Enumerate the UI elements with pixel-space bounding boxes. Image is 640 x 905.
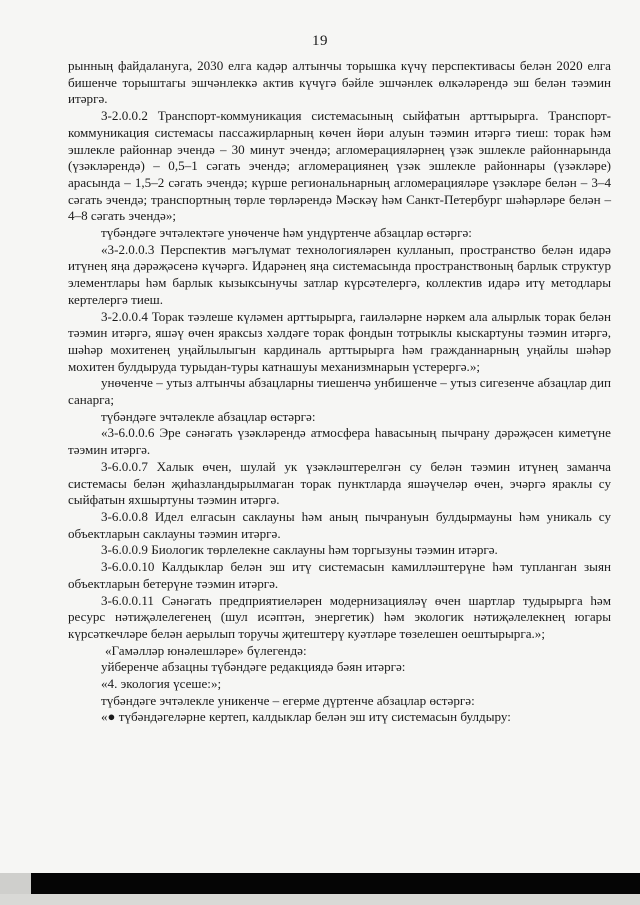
document-body bbox=[68, 58, 611, 726]
paragraph: 3-6.0.0.11 Сәнәгать предприятиеләрен модернизацияләү өчен шартлар тудырырга һәм ресурс нәтиҗәлелегенең (шул исәптән, энергетик) һәм экологик нәтиҗәлелекнең югары күрсәткечләре белән аерылып торучы җитештерү куәтләре төзелешен оештырырга.»; bbox=[68, 592, 611, 641]
paragraph: «4. экология үсеше:»; bbox=[101, 676, 222, 692]
paragraph: 3-2.0.0.2 Транспорт-коммуникация системасының сыйфатын арттырырга. Транспорт-коммуникация системасы пассажирларның көчен йөри алуын тәэмин итәргә тиеш: торак һәм эшлекле районнар эчендә – 30 минут эчендә; агломерацияләрнең үзәк эшлекле районнарында (үзәкләрендә) – 0,5–1 сәгать эчендә; агломерациянең үзәк эшлекле районнары (үзәкләре) арасында – 1,5–2 сәгать эчендә; күрше региональнарның агломерацияләре үзәкләре белән – 3–4 сәгать эчендә; транспортның төрле төрләрендә Мәскәү һәм Санкт-Петербург шәһәрләре белән – 4–8 сәгать эчендә»; bbox=[68, 108, 611, 224]
scan-margin bbox=[0, 873, 31, 894]
paragraph: «● түбәндәгеләрне кертеп, калдыклар белән эш итү системасын булдыру: bbox=[101, 709, 511, 725]
page-number: 19 bbox=[312, 33, 328, 49]
paragraph: түбәндәге эчтәлекле уникенче – егерме дүртенче абзацлар өстәргә: bbox=[101, 692, 475, 708]
paragraph: 3-6.0.0.9 Биологик төрлелекне саклауны һәм торгызуны тәэмин итәргә. bbox=[101, 542, 498, 558]
scan-edge-bar bbox=[31, 873, 640, 894]
paragraph: рынның файдалануга, 2030 елга кадәр алтынчы торышка күчү перспективасы белән 2020 елга бишенче торыштагы эшчәнлеккә актив күчүгә бәйле эшчәнлек өлкәләрендә эш белән тәэмин итәргә. bbox=[68, 58, 611, 107]
paragraph: 3-6.0.0.7 Халык өчен, шулай ук үзәкләштерелгән су белән тәэмин итүнең заманча системасы белән җиһазландырылмаган торак пунктларда яшәүчеләр өчен, эчәргә яраклы су сыйфатын яхшыртуны тәэмин итәргә. bbox=[68, 458, 611, 508]
paragraph: 3-6.0.0.8 Идел елгасын саклауны һәм аның пычрануын булдырмауны һәм уникаль су объектларын саклауны тәэмин итәргә. bbox=[68, 508, 611, 541]
paragraph: «3-6.0.0.6 Эре сәнәгать үзәкләрендә атмосфера һавасының пычрану дәрәҗәсен киметүне тәэмин итәргә. bbox=[68, 425, 611, 458]
paragraph: 3-6.0.0.10 Калдыклар белән эш итү системасын камилләштерүне һәм тупланган зыян объектларын бетерүне тәэмин итәргә. bbox=[68, 559, 611, 591]
paragraph: түбәндәге эчтәлектәге унөченче һәм ундүртенче абзацлар өстәргә: bbox=[101, 225, 472, 241]
paragraph: «3-2.0.0.3 Перспектив мәгълүмат технологияләрен кулланып, пространство белән идарә итүнең яңа дәрәҗәсенә күчәргә. Идарәнең яңа системасында пространствоның барлык структур элементлары һәм барлык кызыксынучы затлар күрсәтелергә, коллектив идарә итү методлары кертелергә тиеш. bbox=[68, 241, 611, 307]
paragraph: түбәндәге эчтәлекле абзацлар өстәргә: bbox=[101, 408, 316, 424]
paragraph: унөченче – утыз алтынчы абзацларны тиешенчә унбишенче – утыз сигезенче абзацлар дип санарга; bbox=[68, 375, 611, 408]
paragraph: уйберенче абзацны түбәндәге редакциядә бәян итәргә: bbox=[101, 659, 406, 675]
paragraph: 3-2.0.0.4 Торак тәэлеше күләмен арттырырга, гаиләләрне нәркем ала алырлык торак белән тәэмин итәргә, яшәү өчен яраксыз хәлдәге торак фондын тотрыклы кыскартуны тәэмин итәргә, шәһәр мохитенең уңайлылыгын кардиналь арттырырга һәм гражданнарның уңайлы шәһәр мохитен булдыруда турыдан-туры катнашуы механизмнарын үстерергә.»; bbox=[68, 308, 611, 374]
paragraph: «Гамәлләр юнәлешләре» бүлегендә: bbox=[105, 642, 307, 658]
scan-bottom-edge bbox=[0, 894, 640, 905]
